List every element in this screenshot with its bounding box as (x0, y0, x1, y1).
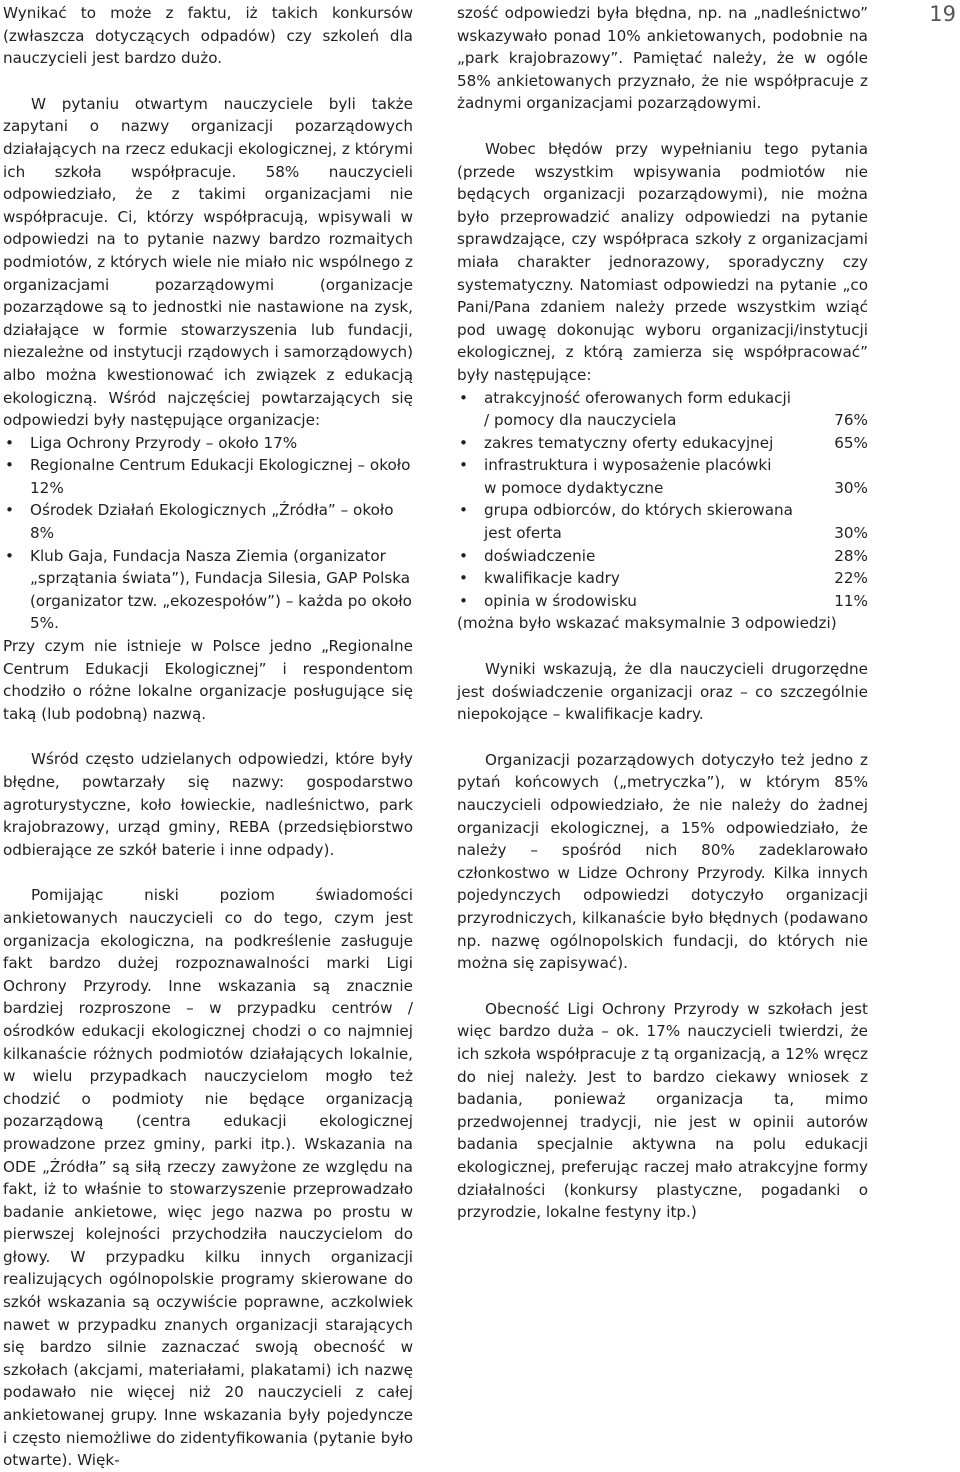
list-item: • Ośrodek Działań Ekologicznych „Źródła” – około 8% (3, 499, 413, 544)
criterion-percent: 28% (834, 546, 868, 565)
list-item (457, 499, 868, 544)
paragraph: Przy czym nie istnieje w Polsce jedno „Regionalne Centrum Edukacji Ekologicznej” i respondentom chodziło o różne lokalne organizacje posługujące się taką (lub podobną) nazwą. (3, 637, 413, 723)
criterion-label: opinia w środowisku (484, 591, 637, 610)
paragraph: Wobec błędów przy wypełnianiu tego pytania (przede wszystkim wpisywania podmiotów nie będących organizacji pozarządowymi), nie można było przeprowadzić analizy odpowiedzi na pytanie sprawdzające, czy współpraca szkoły z organizacjami miała charakter jednorazowy, sporadyczny czy systematyczny. Natomiast odpowiedzi na pytanie „co Pani/Pana zdaniem należy przede wszystkim wziąć pod uwagę dokonując wyboru organizacji/instytucji ekologicznej, z którą zamierza się współpracować” były następujące: (457, 139, 868, 384)
list-item: • Liga Ochrony Przyrody – około 17% (3, 432, 413, 455)
criterion-label: • infrastruktura i wyposażenie placówki (484, 456, 772, 475)
paragraph: Organizacji pozarządowych dotyczyło też jedno z pytań końcowych („metryczka”), w którym 85% nauczycieli odpowiedziało, że nie należy do żadnej organizacji ekologicznej, a 15% odpowiedziało, że należy – spośród nich 80% zadeklarowało członkostwo w Lidze Ochrony Przyrody. Kilka innych pojedynczych odpowiedzi dotyczyło organizacji przyrodniczych, kilkanaście było błędnych (podawano np. nazwę ogólnopolskich fundacji, do których nie można się zapisywać). (457, 750, 868, 973)
list-item: • Klub Gaja, Fundacja Nasza Ziemia (organizator „sprzątania świata”), Fundacja Silesia, GAP Polska (organizator tzw. „ekozespołów”) – każda po około 5%. (3, 545, 413, 635)
list-item (457, 454, 868, 499)
paragraph: Pomijając niski poziom świadomości ankietowanych nauczycieli co do tego, czym jest organizacja ekologiczna, na podkreślenie zasługuje fakt bardzo dużej rozpoznawalności marki Ligi Ochrony Przyrody. Inne wskazania są znacznie bardziej rozproszone – w przypadku centrów / ośrodków edukacji ekologicznej chodzi o co najmniej kilkanaście różnych podmiotów działających lokalnie, w wielu przypadkach nauczycielom mogło też chodzić o podmioty nie będące organizacją pozarządową (centra edukacji ekologicznej prowadzone przez gminy, parki itp.). Wskazania na ODE „Źródła” są siłą rzeczy zawyżone ze względu na fakt, iż to właśnie to stowarzyszenie przeprowadzało badanie ankietowe, więc jego nazwa po prostu w pierwszej kolejności przychodziła nauczycielom do głowy. W przypadku kilku innych organizacji realizujących ogólnopolskie programy skierowane do szkół wskazania są oczywiście poprawne, aczkolwiek nawet w przypadku znanych organizacji starających się bardzo silnie zaznaczać swoją obecność w szkołach (akcjami, materiałami, plakatami) ich nazwę podawało nie więcej niż 20 nauczycieli z całej ankietowanej grupy. Inne wskazania były pojedyncze i często niemożliwe do zidentyfikowania (pytanie było otwarte). Więk- (3, 886, 413, 1470)
criterion-percent: 76% (834, 411, 868, 430)
paragraph: Wynikać to może z faktu, iż takich konkursów (zwłaszcza dotyczących odpadów) czy szkoleń dla nauczycieli jest bardzo dużo. (3, 4, 413, 68)
organization-list (3, 432, 413, 635)
list-item (457, 590, 868, 613)
criterion-percent: 22% (834, 569, 868, 588)
paragraph: Obecność Ligi Ochrony Przyrody w szkołach jest więc bardzo duża – ok. 17% nauczycieli twierdzi, że ich szkoła współpracuje z tą organizacją, a 12% wręcz do niej należy. Jest to bardzo ciekawy wniosek z badania, ponieważ organizacja ta, mimo przedwojennej tradycji, nie jest w opinii autorów badania specjalnie aktywna na polu edukacji ekologicznej, preferując raczej mało atrakcyjne formy działalności (konkursy plastyczne, pogadanki o przyrodzie, lokalne festyny itp.) (457, 999, 868, 1222)
criterion-percent: 30% (834, 478, 868, 497)
list-item (457, 432, 868, 455)
criterion-label-cont: / pomocy dla nauczyciela (484, 411, 677, 430)
selection-criteria-list (457, 387, 868, 613)
criterion-label: zakres tematyczny oferty edukacyjnej (484, 433, 774, 452)
paragraph: Wyniki wskazują, że dla nauczycieli drugorzędne jest doświadczenie organizacji oraz – co szczególnie niepokojące – kwalifikacje kadry. (457, 660, 868, 724)
criterion-label: kwalifikacje kadry (484, 569, 620, 588)
note: (można było wskazać maksymalnie 3 odpowiedzi) (457, 614, 837, 633)
list-item (457, 387, 868, 432)
criterion-percent: 11% (834, 591, 868, 610)
page-number: 19 (929, 2, 956, 26)
paragraph: szość odpowiedzi była błędna, np. na „nadleśnictwo” wskazywało ponad 10% ankietowanych, podobnie na „park krajobrazowy”. Pamiętać należy, że w ogóle 58% ankietowanych przyznało, że nie współpracuje z żadnymi organizacjami pozarządowymi. (457, 4, 868, 113)
criterion-percent: 30% (834, 524, 868, 543)
list-item (457, 545, 868, 568)
paragraph: Wśród często udzielanych odpowiedzi, które były błędne, powtarzały się nazwy: gospodarstwo agroturystyczne, koło łowieckie, nadleśnictwo, park krajobrazowy, urząd gminy, REBA (przedsiębiorstwo odbierające ze szkół baterie i inne odpady). (3, 750, 413, 859)
criterion-percent: 65% (834, 433, 868, 452)
criterion-label: doświadczenie (484, 546, 596, 565)
criterion-label-cont: jest oferta (484, 524, 562, 543)
criterion-label-cont: w pomoce dydaktyczne (484, 478, 664, 497)
list-item: • Regionalne Centrum Edukacji Ekologicznej – około 12% (3, 454, 413, 499)
paragraph: W pytaniu otwartym nauczyciele byli także zapytani o nazwy organizacji pozarządowych działających na rzecz edukacji ekologicznej, z którymi ich szkoła współpracuje. 58% nauczycieli odpowiedziało, że z takimi organizacjami nie współpracuje. Ci, którzy współpracują, wpisywali w odpowiedzi na to pytanie nazwy bardzo rozmaitych podmiotów, z których wiele nie miało nic wspólnego z organizacjami pozarządowymi (organizacje pozarządowe są to jednostki nie nastawione na zysk, działające w formie stowarzyszenia lub fundacji, niezależne od instytucji rządowych i samorządowych) albo można kwestionować ich związek z edukacją ekologiczną. Wśród najczęściej powtarzających się odpowiedzi były następujące organizacje: (3, 94, 413, 430)
criterion-label: • atrakcyjność oferowanych form edukacji (484, 388, 791, 407)
right-column (457, 2, 868, 1224)
left-column (3, 2, 413, 1472)
list-item (457, 567, 868, 590)
criterion-label: • grupa odbiorców, do których skierowana (484, 501, 793, 520)
